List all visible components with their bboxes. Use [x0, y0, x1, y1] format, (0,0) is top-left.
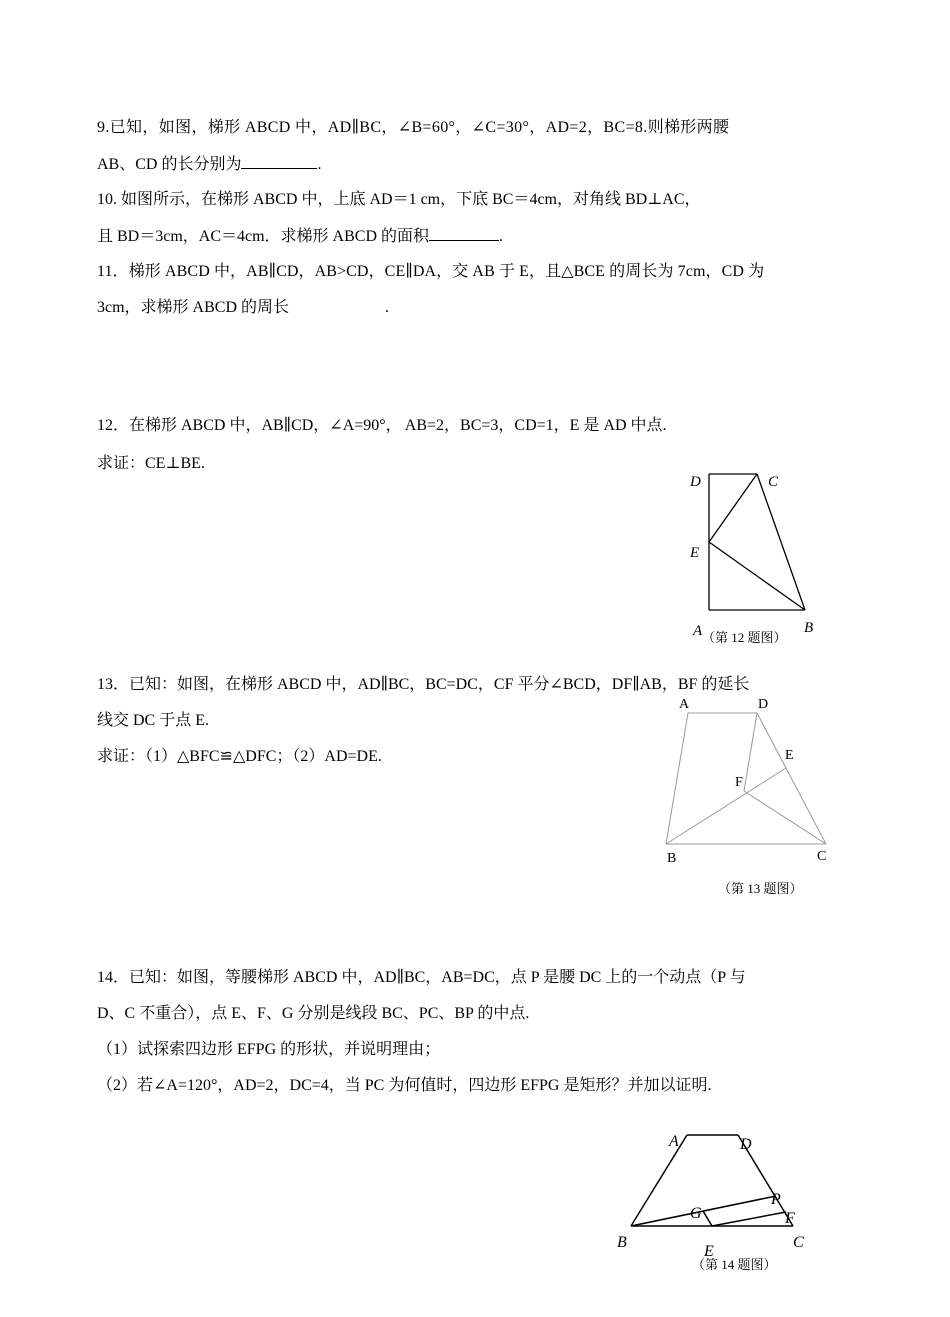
q14-label-d: D: [740, 1136, 752, 1153]
q12-label-c: C: [768, 474, 779, 490]
q14-label-c: C: [793, 1234, 804, 1251]
q10-line1: 10. 如图所示，在梯形 ABCD 中，上底 AD＝1 cm，下底 BC＝4cm，对角线 BD⊥AC，: [97, 191, 701, 208]
q13-segment-ab: [666, 713, 688, 844]
q13-segment-df: [744, 713, 757, 791]
q14-label-b: B: [617, 1234, 627, 1251]
q13-caption: （第 13 题图）: [718, 881, 803, 896]
q12-segment-ec: [709, 474, 757, 542]
q14-segment-ef: [712, 1212, 786, 1226]
q13-label-d: D: [758, 697, 769, 712]
q11-line2: [97, 298, 389, 318]
q11-line1: 11．梯形 ABCD 中，AB∥CD，AB>CD，CE∥DA，交 AB 于 E，且△BCE 的周长为 7cm，CD 为: [97, 263, 765, 280]
q14-figure: [608, 1126, 818, 1276]
q14-label-a: A: [669, 1133, 679, 1150]
q14-label-e: E: [704, 1243, 714, 1260]
q13-line3: 求证：（1）△BFC≌△DFC；（2）AD=DE.: [97, 748, 382, 765]
q13-segment-fc: [744, 791, 826, 844]
q13-label-c: C: [817, 849, 827, 864]
q12-figure: [680, 466, 830, 652]
q12-line2: 求证：CE⊥BE.: [97, 455, 205, 472]
q12-label-d: D: [690, 474, 701, 490]
q12-segment-eb: [709, 542, 805, 610]
q14-line4: （2）若∠A=120°，AD=2，DC=4，当 PC 为何值时，四边形 EFPG 是矩形？并加以证明.: [97, 1077, 712, 1094]
q12-segment-cb: [757, 474, 805, 610]
q13-line1: 13．已知：如图，在梯形 ABCD 中，AD∥BC，BC=DC，CF 平分∠BCD，DF∥AB，BF 的延长: [97, 676, 750, 693]
q13-label-f: F: [735, 775, 743, 790]
q9-line2-end: .: [317, 156, 322, 173]
q14-label-f: F: [785, 1210, 795, 1227]
q14-label-g: G: [690, 1205, 702, 1222]
q10-line2: [97, 226, 503, 247]
q14-caption: （第 14 题图）: [692, 1257, 777, 1272]
q14-label-p: P: [771, 1191, 781, 1208]
q12-label-b: B: [804, 620, 814, 636]
q12-label-a: A: [693, 623, 703, 639]
q10-answer-blank[interactable]: [429, 226, 499, 241]
q11-line2-end: .: [385, 299, 390, 316]
q11-line2-text: 3cm，求梯形 ABCD 的周长: [97, 299, 290, 316]
q12-line1: 12．在梯形 ABCD 中，AB∥CD，∠A=90°， AB=2，BC=3，CD=1，E 是 AD 中点.: [97, 417, 667, 434]
q13-label-b: B: [667, 851, 677, 866]
q13-figure: [655, 690, 845, 900]
q14-line2: D、C 不重合），点 E、F、G 分别是线段 BC、PC、BP 的中点.: [97, 1005, 530, 1022]
q13-line2: 线交 DC 于点 E.: [97, 712, 210, 729]
q9-answer-blank[interactable]: [241, 154, 317, 169]
q14-line1: 14．已知：如图，等腰梯形 ABCD 中，AD∥BC，AB=DC，点 P 是腰 DC 上的一个动点（P 与: [97, 969, 746, 986]
q14-segment-ge: [703, 1211, 712, 1226]
q9-line2-text: AB、CD 的长分别为: [97, 156, 242, 173]
q12-label-e: E: [690, 545, 700, 561]
q14-line3: （1）试探索四边形 EFPG 的形状，并说明理由；: [97, 1041, 441, 1058]
q10-line2-text: 且 BD＝3cm，AC＝4cm．求梯形 ABCD 的面积: [97, 228, 430, 245]
q9-line2: [97, 154, 321, 175]
q12-caption: （第 12 题图）: [702, 630, 787, 645]
q13-label-e: E: [785, 748, 794, 763]
q9-line1: 9.已知，如图，梯形 ABCD 中，AD∥BC，∠B=60°，∠C=30°，AD=2，BC=8.则梯形两腰: [97, 119, 730, 136]
q13-label-a: A: [679, 697, 690, 712]
q13-segment-dc: [757, 713, 826, 844]
q10-line2-end: .: [499, 228, 504, 245]
